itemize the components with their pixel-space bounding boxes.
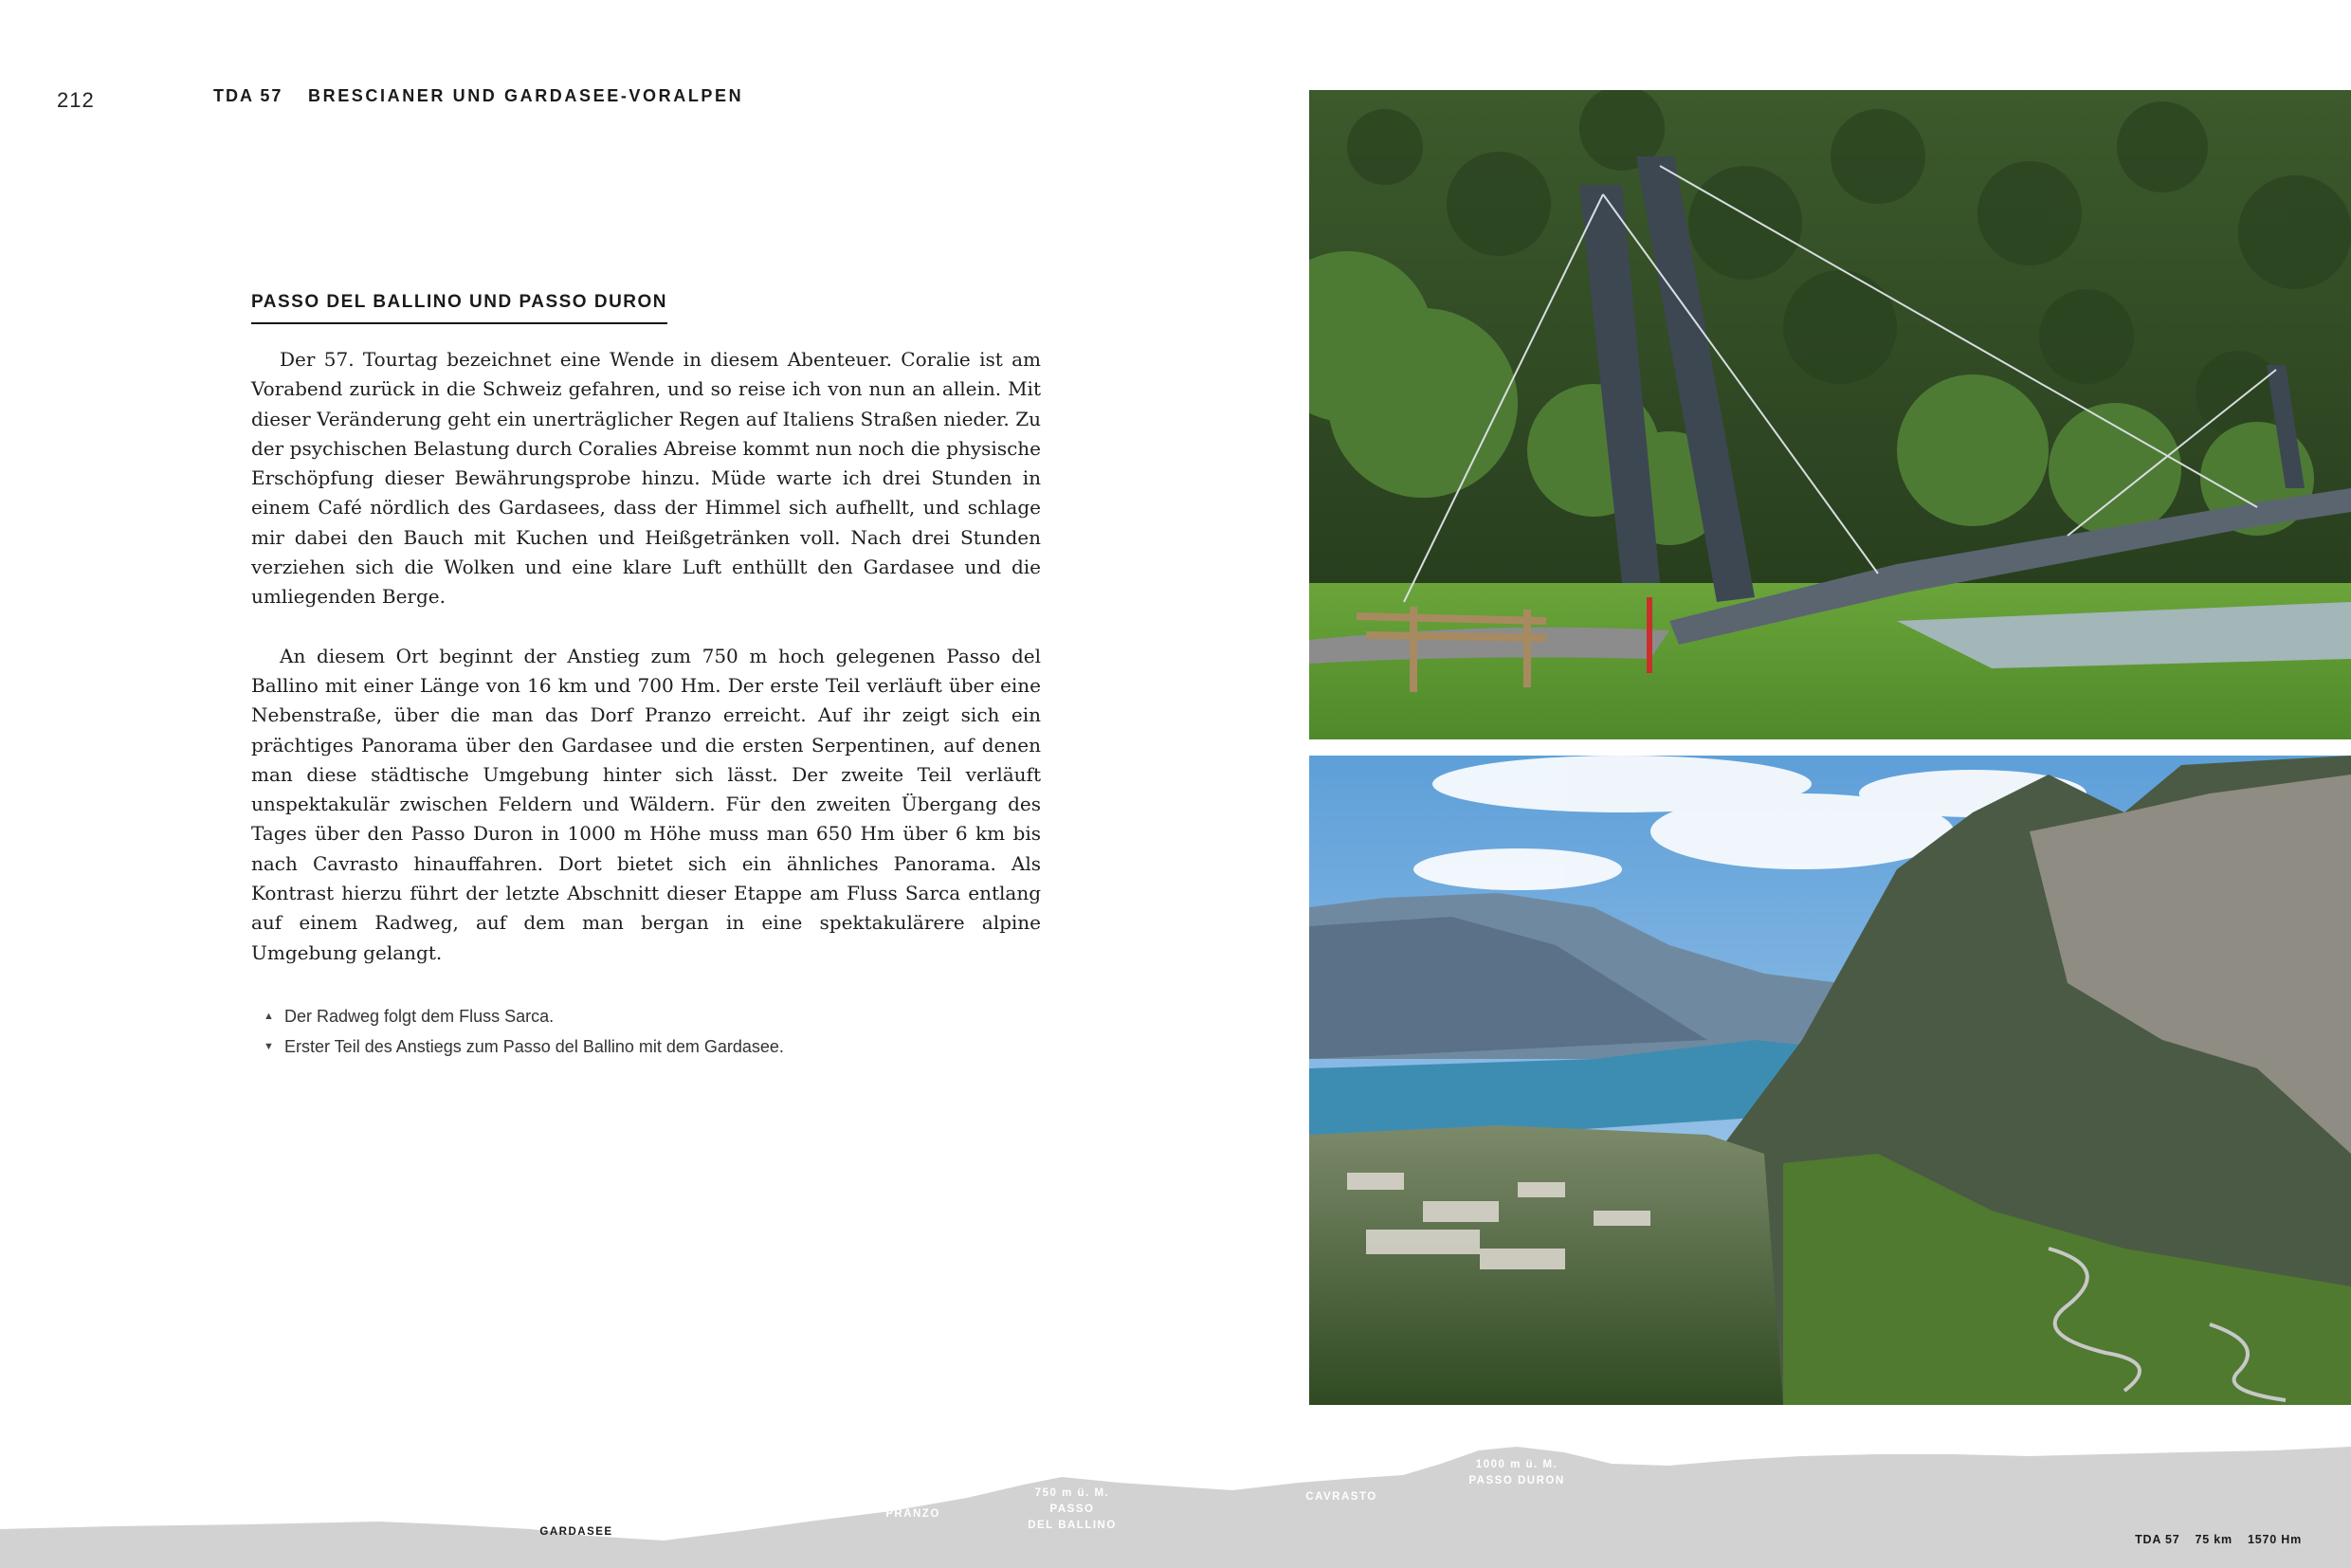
stats-tour-code: TDA 57 (2135, 1533, 2180, 1546)
caption-text: Der Radweg folgt dem Fluss Sarca. (284, 1006, 555, 1026)
passo-duron-name: PASSO DURON (1468, 1475, 1565, 1486)
bridge-illustration (1309, 90, 2351, 739)
photo-captions (264, 1001, 784, 1062)
caption-text: Erster Teil des Anstiegs zum Passo del Ballino mit dem Gardasee. (284, 1036, 784, 1056)
tour-code: TDA 57 (213, 86, 283, 105)
caption-top-photo (264, 1001, 784, 1031)
elevation-profile (0, 1422, 2351, 1568)
passo-del-ballino-name-line1: PASSO (1049, 1504, 1095, 1515)
profile-point-passo-del-ballino (1028, 1486, 1117, 1534)
profile-point-pranzo: PRANZO (885, 1508, 940, 1520)
header-bar (57, 86, 744, 115)
page-number: 212 (57, 88, 95, 112)
region-title: BRESCIANER UND GARDASEE-VORALPEN (308, 86, 744, 105)
stats-distance: 75 km (2195, 1533, 2233, 1546)
up-arrow-icon: ▲ (264, 1011, 274, 1022)
bridge-photo (1309, 90, 2351, 739)
down-arrow-icon: ▼ (264, 1041, 274, 1052)
gardasee-illustration (1309, 756, 2351, 1405)
passo-del-ballino-name-line2: DEL BALLINO (1028, 1520, 1117, 1531)
profile-point-gardasee: GARDASEE (539, 1526, 613, 1538)
elevation-profile-graphic (0, 1422, 2351, 1568)
paragraph: Der 57. Tourtag bezeichnet eine Wende in diesem Abenteuer. Coralie ist am Vorabend zurück in die Schweiz gefahren, und so reise ich von nun an allein. Mit dieser Veränderung geht ein unerträglicher Regen auf Italiens Straßen nieder. Zu der psychischen Belastung durch Coralies Abreise kommt nun noch die physische Erschöpfung dieser Bewährungsprobe hinzu. Müde warte ich drei Stunden in einem Café nördlich des Gardasees, dass der Himmel sich aufhellt, und schlage mir dabei den Bauch mit Kuchen und Heißgetränken voll. Nach drei Stunden verziehen sich die Wolken und eine klare Luft enthüllt den Gardasee und die umliegenden Berge. (251, 348, 1041, 609)
profile-point-passo-duron (1468, 1457, 1564, 1489)
tour-stats (2135, 1533, 2302, 1546)
passo-duron-altitude: 1000 m ü. M. (1475, 1459, 1558, 1470)
section-heading: PASSO DEL BALLINO UND PASSO DURON (251, 292, 667, 324)
paragraph: An diesem Ort beginnt der Anstieg zum 750 m hoch gelegenen Passo del Ballino mit einer Länge von 16 km und 700 Hm. Der erste Teil verläuft über eine Nebenstraße, über die man das Dorf Pranzo erreicht. Auf ihr zeigt sich ein prächtiges Panorama über den Gardasee und die ersten Serpentinen, auf denen man diese städtische Umgebung hinter sich lässt. Der zweite Teil verläuft unspektakulär zwischen Feldern und Wäldern. Für den zweiten Übergang des Tages über den Passo Duron in 1000 m Höhe muss man 650 Hm über 6 km bis nach Cavrasto hinauffahren. Dort bietet sich ein ähnliches Panorama. Als Kontrast hierzu führt der letzte Abschnitt dieser Etappe am Fluss Sarca entlang auf einem Radweg, auf dem man bergan in eine spektakulärere alpine Umgebung gelangt. (251, 644, 1041, 964)
passo-del-ballino-altitude: 750 m ü. M. (1034, 1487, 1110, 1499)
gardasee-photo (1309, 756, 2351, 1405)
stats-elevation-gain: 1570 Hm (2247, 1533, 2302, 1546)
article-body (251, 345, 1041, 997)
profile-point-cavrasto: CAVRASTO (1305, 1491, 1377, 1503)
caption-bottom-photo (264, 1031, 784, 1062)
